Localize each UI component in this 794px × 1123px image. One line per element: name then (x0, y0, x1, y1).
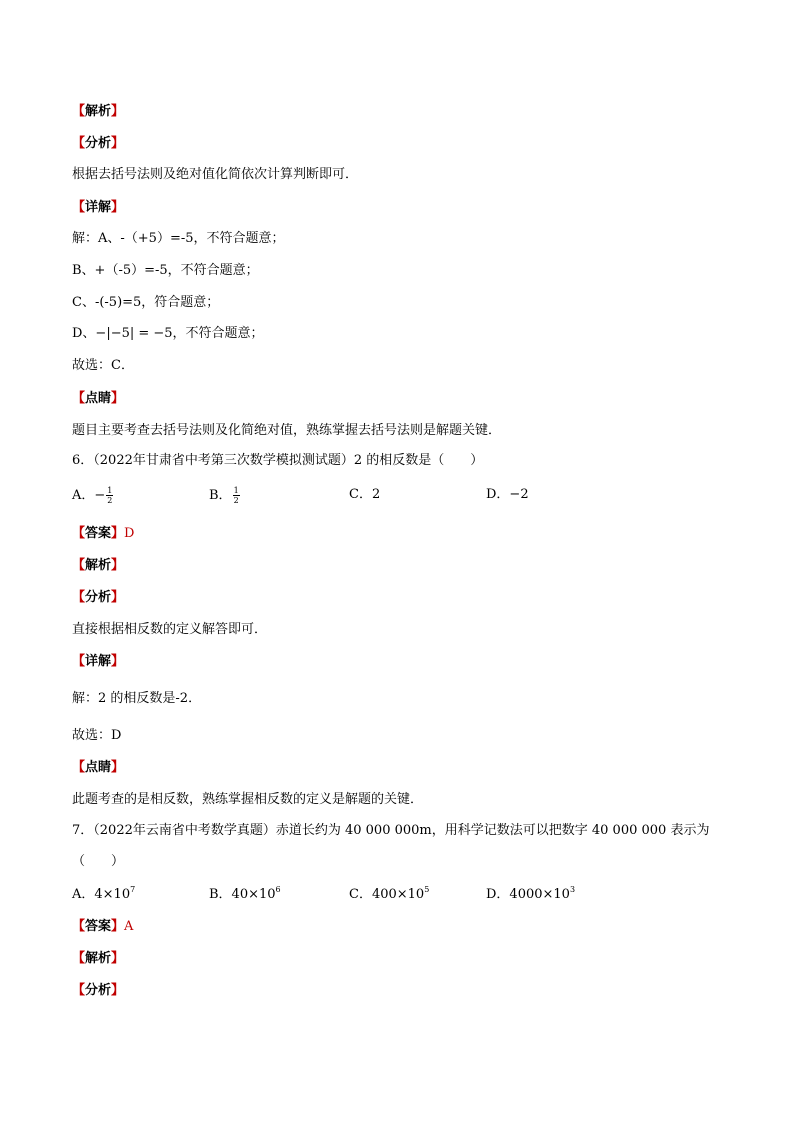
q7-breakdown-tag: 【分析】 (72, 983, 125, 998)
q6-breakdown-text: 直接根据相反数的定义解答即可． (72, 622, 268, 637)
q6-detail-tag: 【详解】 (72, 654, 125, 669)
q7-option-a: A．$4\times 10^7$ (72, 885, 136, 902)
q6-detail-line: 解：2 的相反数是-2． (72, 691, 202, 706)
q6-comment-tag: 【点睛】 (72, 760, 125, 775)
q7-answer-tag: 【答案】A (72, 919, 134, 934)
q5-detail-line-3: C、-(-5)=5，符合题意； (72, 295, 220, 310)
q6-choose-line: 故选：D (72, 728, 122, 743)
q7-stem-line-1: 7．（2022年云南省中考数学真题）赤道长约为 40 000 000m，用科学记数法可以把数字 40 000 000 表示为 (72, 823, 710, 838)
q7-analysis-tag: 【解析】 (72, 951, 125, 966)
q7-option-b: B．$40\times 10^6$ (209, 885, 281, 902)
q6-answer-value: D (124, 526, 135, 541)
q6-option-b: B． $\frac{1}{2}$ (209, 486, 239, 505)
q5-detail-line-4: D、−|−5| = −5，不符合题意； (72, 326, 264, 341)
q5-detail-line-2: B、+（-5）=-5，不符合题意； (72, 263, 259, 278)
detail-tag: 【详解】 (72, 200, 125, 215)
q7-options (72, 886, 732, 906)
q6-option-a: A．− $\frac{1}{2}$ (72, 486, 113, 505)
q5-comment-text: 题目主要考查去括号法则及化简绝对值，熟练掌握去括号法则是解题关键． (72, 423, 502, 438)
q6-breakdown-tag: 【分析】 (72, 590, 125, 605)
q6-option-d: D．−2 (486, 487, 529, 502)
analysis-tag: 【解析】 (72, 104, 125, 119)
q7-answer-value: A (124, 919, 134, 934)
q6-answer-tag: 【答案】D (72, 526, 135, 541)
q6-stem: 6．（2022年甘肃省中考第三次数学模拟测试题）2 的相反数是（ ） (72, 453, 484, 468)
q7-option-c: C．$400\times 10^5$ (349, 885, 430, 902)
q6-options (72, 486, 732, 506)
q6-option-c: C．2 (349, 487, 381, 502)
q6-analysis-tag: 【解析】 (72, 558, 125, 573)
q7-option-d: D．$4000\times 10^3$ (486, 885, 576, 902)
comment-tag: 【点睛】 (72, 391, 125, 406)
q7-stem-line-2: （ ） (72, 854, 125, 869)
q5-detail-line-1: 解：A、-（+5）=-5，不符合题意； (72, 231, 285, 246)
q5-choose-line: 故选：C． (72, 358, 134, 373)
q5-breakdown-text: 根据去括号法则及绝对值化简依次计算判断即可． (72, 167, 359, 182)
breakdown-tag: 【分析】 (72, 136, 125, 151)
q6-comment-text: 此题考查的是相反数，熟练掌握相反数的定义是解题的关键． (72, 792, 424, 807)
